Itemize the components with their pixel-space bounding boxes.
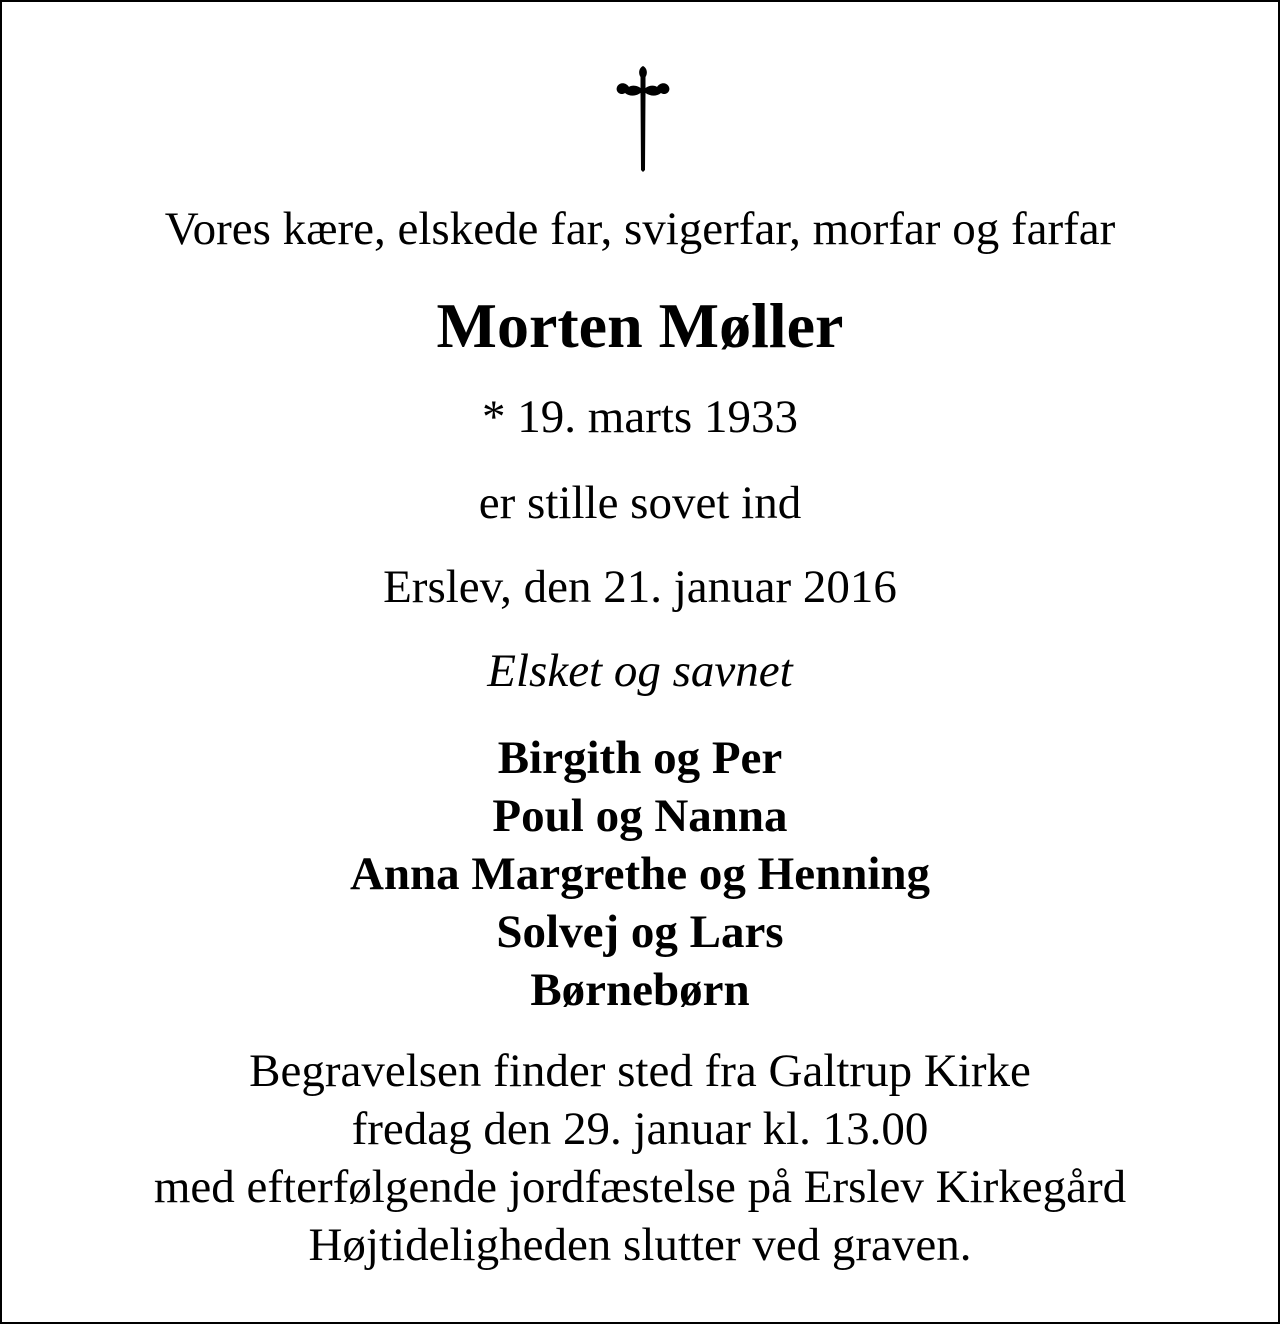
cross-icon	[616, 66, 670, 172]
service-line: med efterfølgende jordfæstelse på Erslev Kirkegård	[153, 1161, 1127, 1213]
birth-date: * 19. marts 1933	[482, 391, 798, 443]
deceased-name: Morten Møller	[436, 290, 844, 361]
intro-line: Vores kære, elskede far, svigerfar, morfar og farfar	[164, 203, 1116, 255]
family-member: Anna Margrethe og Henning	[349, 848, 931, 900]
tagline: Elsket og savnet	[487, 645, 793, 697]
service-line: Begravelsen finder sted fra Galtrup Kirke	[249, 1045, 1031, 1097]
family-member: Poul og Nanna	[492, 790, 788, 842]
family-member: Børnebørn	[530, 964, 750, 1016]
family-list	[2, 729, 1278, 1019]
family-member: Birgith og Per	[497, 732, 783, 784]
family-member: Solvej og Lars	[496, 906, 784, 958]
funeral-details	[2, 1042, 1278, 1274]
passing-phrase: er stille sovet ind	[478, 477, 802, 529]
service-line: Højtideligheden slutter ved graven.	[308, 1219, 972, 1271]
service-line: fredag den 29. januar kl. 13.00	[351, 1103, 929, 1155]
place-and-date: Erslev, den 21. januar 2016	[383, 561, 897, 613]
